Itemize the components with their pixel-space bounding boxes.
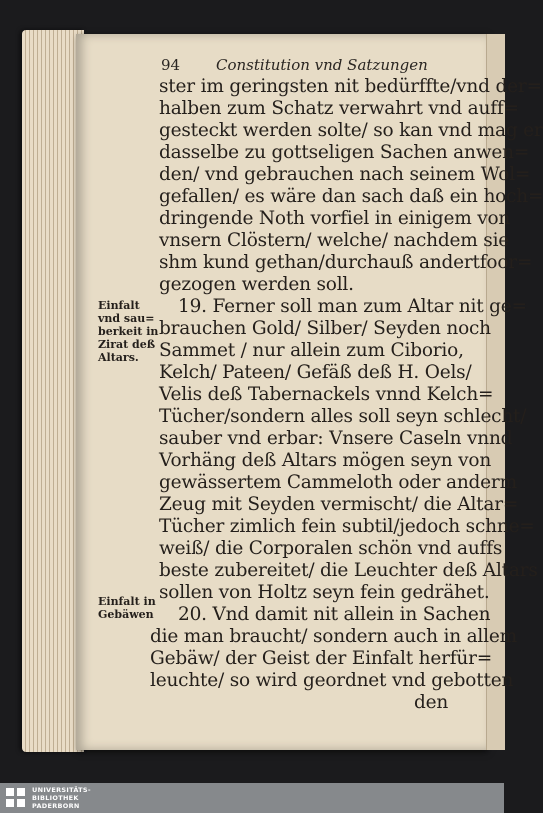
text-line: Kelch/ Pateen/ Gefäß deß H. Oels/ bbox=[159, 362, 472, 383]
text-line: sollen von Holtz seyn fein gedrähet. bbox=[159, 582, 490, 603]
page-edges bbox=[22, 30, 84, 752]
text-line: leuchte/ so wird geordnet vnd gebotten bbox=[150, 670, 514, 691]
text-line: weiß/ die Corporalen schön vnd auffs bbox=[159, 538, 503, 559]
text-line: sauber vnd erbar: Vnsere Caseln vnnd bbox=[159, 428, 513, 449]
text-line: Zeug mit Seyden vermischt/ die Altar= bbox=[159, 494, 519, 515]
library-logo-icon bbox=[6, 788, 26, 808]
marginal-note: Gebäwen bbox=[98, 608, 154, 621]
text-line: beste zubereitet/ die Leuchter deß Altars bbox=[159, 560, 538, 581]
text-line: Tücher zimlich fein subtil/jedoch schne= bbox=[159, 516, 535, 537]
text-line: vnsern Clöstern/ welche/ nachdem sie bbox=[159, 230, 510, 251]
text-line: Velis deß Tabernackels vnnd Kelch= bbox=[159, 384, 494, 405]
footer-line: PADERBORN bbox=[32, 802, 80, 810]
text-line: gefallen/ es wäre dan sach daß ein hoch= bbox=[159, 186, 543, 207]
footer-line: BIBLIOTHEK bbox=[32, 794, 79, 802]
text-line: dasselbe zu gottseligen Sachen anwen= bbox=[159, 142, 530, 163]
text-line: gesteckt werden solte/ so kan vnd mag er bbox=[159, 120, 543, 141]
text-line: gewässertem Cammeloth oder anderm bbox=[159, 472, 517, 493]
footer-line: UNIVERSITÄTS- bbox=[32, 786, 91, 794]
text-line: Gebäw/ der Geist der Einfalt herfür= bbox=[150, 648, 493, 669]
marginal-note: vnd sau= bbox=[98, 312, 155, 325]
marginal-note: Altars. bbox=[98, 351, 139, 364]
text-line: Vorhäng deß Altars mögen seyn von bbox=[159, 450, 492, 471]
marginal-note: Einfalt bbox=[98, 299, 140, 312]
text-line: shm kund gethan/durchauß andertfoor= bbox=[159, 252, 533, 273]
text-line: den/ vnd gebrauchen nach seinem Wol= bbox=[159, 164, 531, 185]
running-title: Constitution vnd Satzungen bbox=[216, 56, 428, 74]
marginal-note: berkeit in bbox=[98, 325, 159, 338]
text-line: 20. Vnd damit nit allein in Sachen bbox=[178, 604, 491, 625]
text-line: Sammet / nur allein zum Ciborio, bbox=[159, 340, 464, 361]
text-line: halben zum Schatz verwahrt vnd auff= bbox=[159, 98, 519, 119]
text-line: gezogen werden soll. bbox=[159, 274, 354, 295]
text-line: dringende Noth vorfiel in einigem von bbox=[159, 208, 511, 229]
text-line: ster im geringsten nit bedürffte/vnd der= bbox=[159, 76, 542, 97]
text-line: Tücher/sondern alles soll seyn schlecht/ bbox=[159, 406, 527, 427]
text-line: 19. Ferner soll man zum Altar nit ge= bbox=[178, 296, 527, 317]
text-line: die man braucht/ sondern auch in allem bbox=[150, 626, 517, 647]
marginal-note: Zirat deß bbox=[98, 338, 156, 351]
page-number: 94 bbox=[161, 56, 181, 74]
text-line: brauchen Gold/ Silber/ Seyden noch bbox=[159, 318, 491, 339]
marginal-note: Einfalt in bbox=[98, 595, 156, 608]
catchword: den bbox=[414, 692, 449, 713]
